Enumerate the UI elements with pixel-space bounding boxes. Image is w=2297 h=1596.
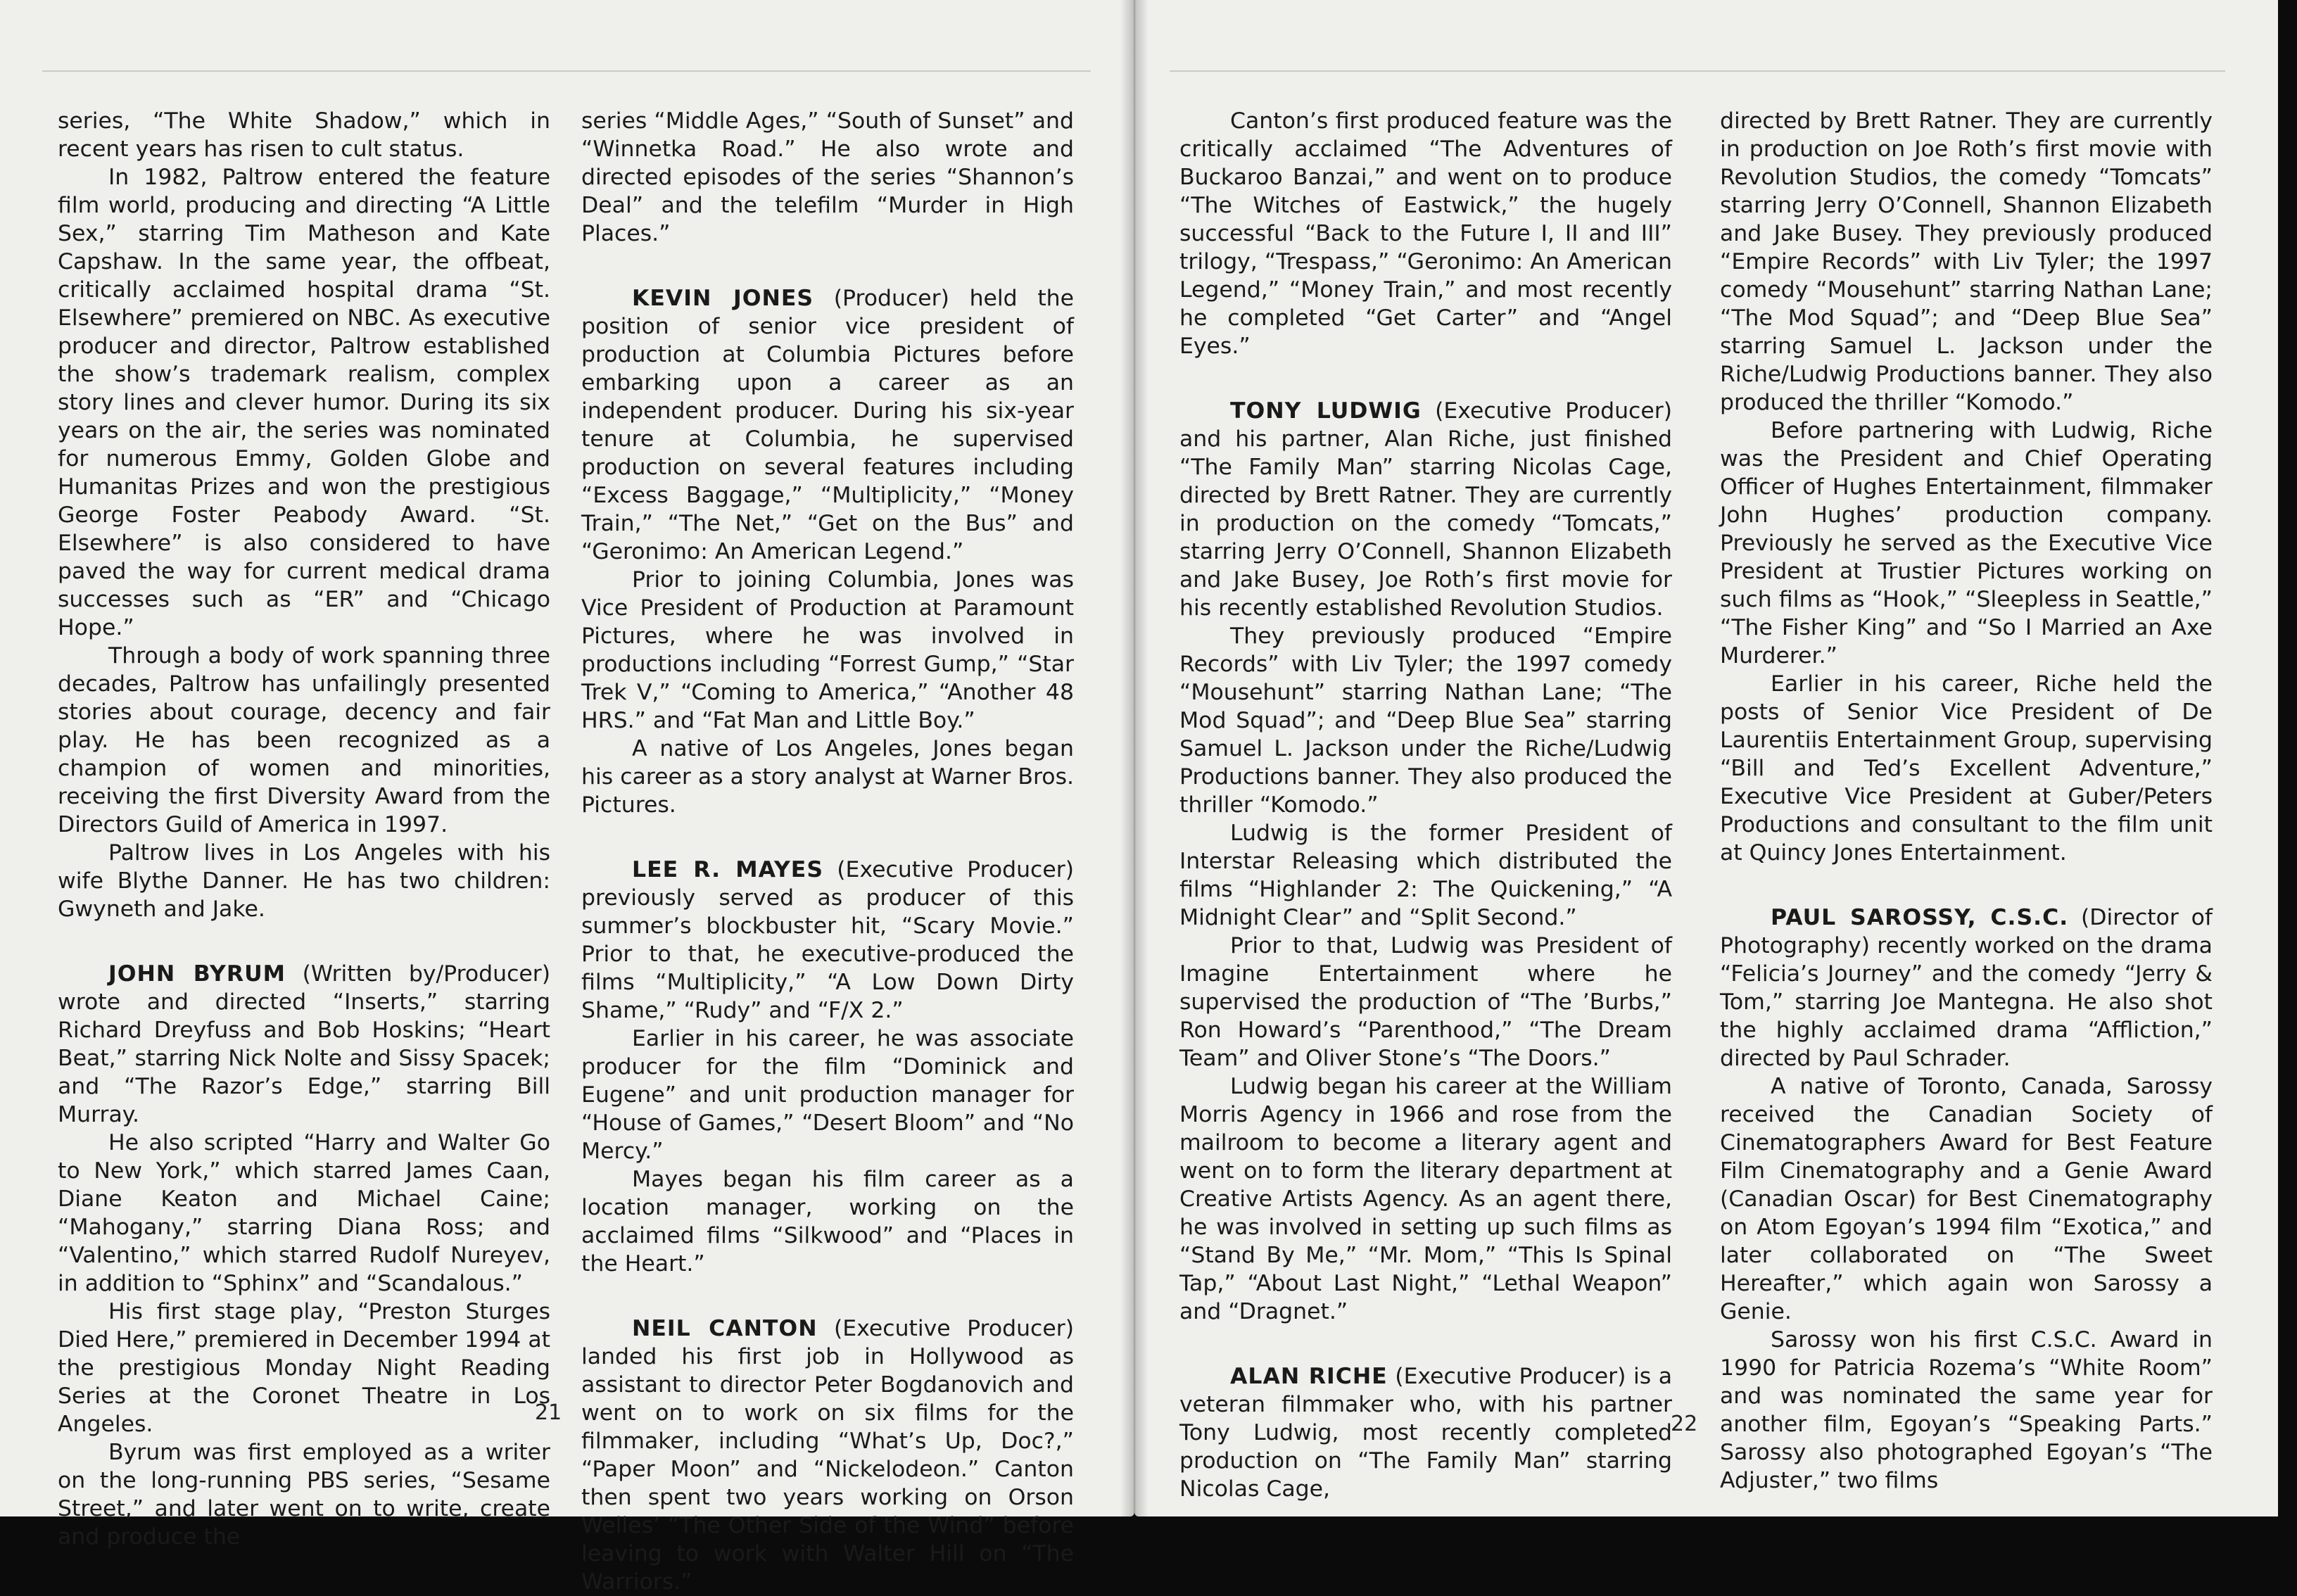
riche-paragraph-1: (Executive Producer) is a veteran filmmaker who, with his partner Tony Ludwig, most recently completed production on “The Family Man” starring Nicolas Cage, — [1179, 1364, 1672, 1502]
jones-bio-intro — [581, 284, 1074, 566]
book-gutter — [1120, 0, 1148, 1516]
riche-paragraph-3: Before partnering with Ludwig, Riche was the President and Chief Operating Officer of Hughes Entertainment, filmmaker John Hughes’ production company. Previously he served as the Executive Vice President at Trustier Pictures working on such films as “Hook,” “Sleepless in Seattle,” “The Fisher King” and “So I Married an Axe Murderer.” — [1720, 418, 2213, 669]
ludwig-paragraph-3: Ludwig is the former President of Interstar Releasing which distributed the films “Highlander 2: The Quickening,” “A Midnight Clear” and “Split Second.” — [1179, 821, 1672, 930]
paltrow-paragraph-3: Through a body of work spanning three decades, Paltrow has unfailingly presented stories about courage, decency and fair play. He has been recognized as a champion of women and minorities, receiving the first Diversity Award from the Directors Guild of America in 1997. — [58, 643, 550, 837]
sarossy-paragraph-2: A native of Toronto, Canada, Sarossy received the Canadian Society of Cinematographers Award for Best Feature Film Cinematography and a Genie Award (Canadian Oscar) for Best Cinematography on Atom Egoyan’s 1994 film “Exotica,” and later collaborated on “The Sweet Hereafter,” which again won Sarossy a Genie. — [1720, 1074, 2213, 1324]
jones-name: KEVIN JONES — [632, 286, 814, 311]
left-page-column-2 — [581, 107, 1074, 1596]
riche-paragraph-4: Earlier in his career, Riche held the posts of Senior Vice President of De Laurentiis Entertainment Group, supervising “Bill and Ted’s Excellent Adventure,” Executive Vice President at Guber/Peters Productions and consultant to the film unit at Quincy Jones Entertainment. — [1720, 671, 2213, 866]
ludwig-name: TONY LUDWIG — [1230, 398, 1422, 424]
sarossy-paragraph-3: Sarossy won his first C.S.C. Award in 1990 for Patricia Rozema’s “White Room” and was nominated the same year for another film, Egoyan’s “Speaking Parts.” Sarossy also photographed Egoyan’s “The Adjuster,” two films — [1720, 1327, 2213, 1493]
mayes-bio-intro — [581, 856, 1074, 1025]
byrum-paragraph-2: He also scripted “Harry and Walter Go to New York,” which starred James Caan, Diane Keaton and Michael Caine; “Mahogany,” starring Diana Ross; and “Valentino,” which starred Rudolf Nureyev, in addition to “Sphinx” and “Scandalous.” — [58, 1130, 550, 1296]
ludwig-paragraph-1: (Executive Producer) and his partner, Alan Riche, just finished “The Family Man” starring Nicolas Cage, directed by Brett Ratner. They are currently in production on the comedy “Tomcats,” starring Jerry O’Connell, Shannon Elizabeth and Jake Busey, Joe Roth’s first movie for his recently established Revolution Studios. — [1179, 398, 1672, 621]
mayes-name: LEE R. MAYES — [632, 857, 824, 882]
jones-paragraph-3: A native of Los Angeles, Jones began his career as a story analyst at Warner Bros. Pictures. — [581, 736, 1074, 818]
canton-paragraph-2: Canton’s first produced feature was the critically acclaimed “The Adventures of Buckaroo Banzai,” and went on to produce “The Witches of Eastwick,” the hugely successful “Back to the Future I, II and III” trilogy, “Trespass,” “Geronimo: An American Legend,” “Money Train,” and most recently he completed “Get Carter” and “Angel Eyes.” — [1179, 108, 1672, 359]
ludwig-paragraph-5: Ludwig began his career at the William Morris Agency in 1966 and rose from the mailroom to become a literary agent and went on to form the literary department at Creative Artists Agency. As an agent there, he was involved in setting up such films as “Stand By Me,” “Mr. Mom,” “This Is Spinal Tap,” “About Last Night,” “Lethal Weapon” and “Dragnet.” — [1179, 1074, 1672, 1324]
page-number-right: 22 — [1671, 1412, 1698, 1436]
ludwig-paragraph-4: Prior to that, Ludwig was President of Imagine Entertainment where he supervised the production of “The ’Burbs,” Ron Howard’s “Parenthood,” “The Dream Team” and Oliver Stone’s “The Doors.” — [1179, 933, 1672, 1071]
byrum-name: JOHN BYRUM — [108, 961, 286, 987]
mayes-paragraph-2: Earlier in his career, he was associate producer for the film “Dominick and Eugene” and unit production manager for “House of Games,” “Desert Bloom” and “No Mercy.” — [581, 1026, 1074, 1164]
paltrow-paragraph-1: series, “The White Shadow,” which in recent years has risen to cult status. — [58, 108, 550, 162]
mayes-paragraph-1: (Executive Producer) previously served as producer of this summer’s blockbuster hit, “Scary Movie.” Prior to that, he executive-produced the films “Multiplicity,” “A Low Down Dirty Shame,” “Rudy” and “F/X 2.” — [581, 857, 1075, 1023]
byrum-paragraph-4: Byrum was first employed as a writer on the long-running PBS series, “Sesame Street,” and later went on to write, create and produce the — [58, 1440, 550, 1550]
canton-paragraph-1: (Executive Producer) landed his first job in Hollywood as assistant to director Peter Bogdanovich and went on to work on six films for the filmmaker, including “What’s Up, Doc?,” “Paper Moon” and “Nickelodeon.” Canton then spent two years working on Orson Welles’ “The Other Side of the Wind” before leaving to work with Walter Hill on “The Warriors.” — [581, 1316, 1074, 1595]
canton-name: NEIL CANTON — [632, 1316, 818, 1341]
riche-name: ALAN RICHE — [1230, 1364, 1388, 1389]
jones-paragraph-1: (Producer) held the position of senior vice president of production at Columbia Pictures before embarking upon a career as an independent producer. During his six-year tenure at Columbia, he supervised production on several features including “Excess Baggage,” “Multiplicity,” “Money Train,” “The Net,” “Get on the Bus” and “Geronimo: An American Legend.” — [581, 286, 1075, 564]
ludwig-paragraph-2: They previously produced “Empire Records” with Liv Tyler; the 1997 comedy “Mousehunt” starring Nathan Lane; “The Mod Squad”; and “Deep Blue Sea” starring Samuel L. Jackson under the Riche/Ludwig Productions banner. They also produced the thriller “Komodo.” — [1179, 623, 1672, 818]
left-page-column-1 — [58, 107, 550, 1551]
top-rule — [1170, 70, 2225, 72]
paltrow-paragraph-4: Paltrow lives in Los Angeles with his wife Blythe Danner. He has two children: Gwyneth and Jake. — [58, 840, 550, 922]
byrum-paragraph-3: His first stage play, “Preston Sturges Died Here,” premiered in December 1994 at the prestigious Monday Night Reading Series at the Coronet Theatre in Los Angeles. — [58, 1299, 550, 1437]
jones-paragraph-2: Prior to joining Columbia, Jones was Vice President of Production at Paramount Pictures, where he was involved in productions including “Forrest Gump,” “Star Trek V,” “Coming to America,” “Another 48 HRS.” and “Fat Man and Little Boy.” — [581, 567, 1074, 733]
byrum-continued-paragraph: series “Middle Ages,” “South of Sunset” and “Winnetka Road.” He also wrote and directed episodes of the series “Shannon’s Deal” and the telefilm “Murder in High Places.” — [581, 108, 1074, 246]
ludwig-bio-intro — [1179, 397, 1672, 622]
right-page-column-1 — [1179, 107, 1672, 1503]
sarossy-bio-intro — [1720, 904, 2213, 1072]
riche-bio-intro — [1179, 1362, 1672, 1503]
sarossy-name: PAUL SAROSSY, C.S.C. — [1771, 905, 2069, 930]
byrum-paragraph-1: (Written by/Producer) wrote and directed “Inserts,” starring Richard Dreyfuss and Bob Hoskins; “Heart Beat,” starring Nick Nolte and Sissy Spacek; and “The Razor’s Edge,” starring Bill Murray. — [58, 961, 551, 1127]
sarossy-paragraph-1: (Director of Photography) recently worked on the drama “Felicia’s Journey” and the comedy “Jerry & Tom,” starring Joe Mantegna. He also shot the highly acclaimed drama “Affliction,” directed by Paul Schrader. — [1720, 905, 2213, 1071]
right-page-column-2 — [1720, 107, 2213, 1495]
canton-bio-intro — [581, 1315, 1074, 1596]
right-page — [1134, 0, 2278, 1516]
top-rule — [42, 70, 1091, 72]
page-number-left: 21 — [535, 1400, 562, 1425]
left-page — [0, 0, 1134, 1595]
paltrow-paragraph-2: In 1982, Paltrow entered the feature film world, producing and directing “A Little Sex,” starring Tim Matheson and Kate Capshaw. In the same year, the offbeat, critically acclaimed hospital drama “St. Elsewhere” premiered on NBC. As executive producer and director, Paltrow established the show’s trademark realism, complex story lines and clever humor. During its six years on the air, the series was nominated for numerous Emmy, Golden Globe and Humanitas Prizes and won the prestigious George Foster Peabody Award. “St. Elsewhere” is also considered to have paved the way for current medical drama successes such as “ER” and “Chicago Hope.” — [58, 165, 550, 640]
riche-paragraph-2: directed by Brett Ratner. They are currently in production on Joe Roth’s first movie with Revolution Studios, the comedy “Tomcats” starring Jerry O’Connell, Shannon Elizabeth and Jake Busey. They previously produced “Empire Records” with Liv Tyler; the 1997 comedy “Mousehunt” starring Nathan Lane; “The Mod Squad”; and “Deep Blue Sea” starring Samuel L. Jackson under the Riche/Ludwig Productions banner. They also produced the thriller “Komodo.” — [1720, 108, 2213, 415]
mayes-paragraph-3: Mayes began his film career as a location manager, working on the acclaimed films “Silkwood” and “Places in the Heart.” — [581, 1167, 1074, 1277]
byrum-bio-intro — [58, 960, 550, 1129]
